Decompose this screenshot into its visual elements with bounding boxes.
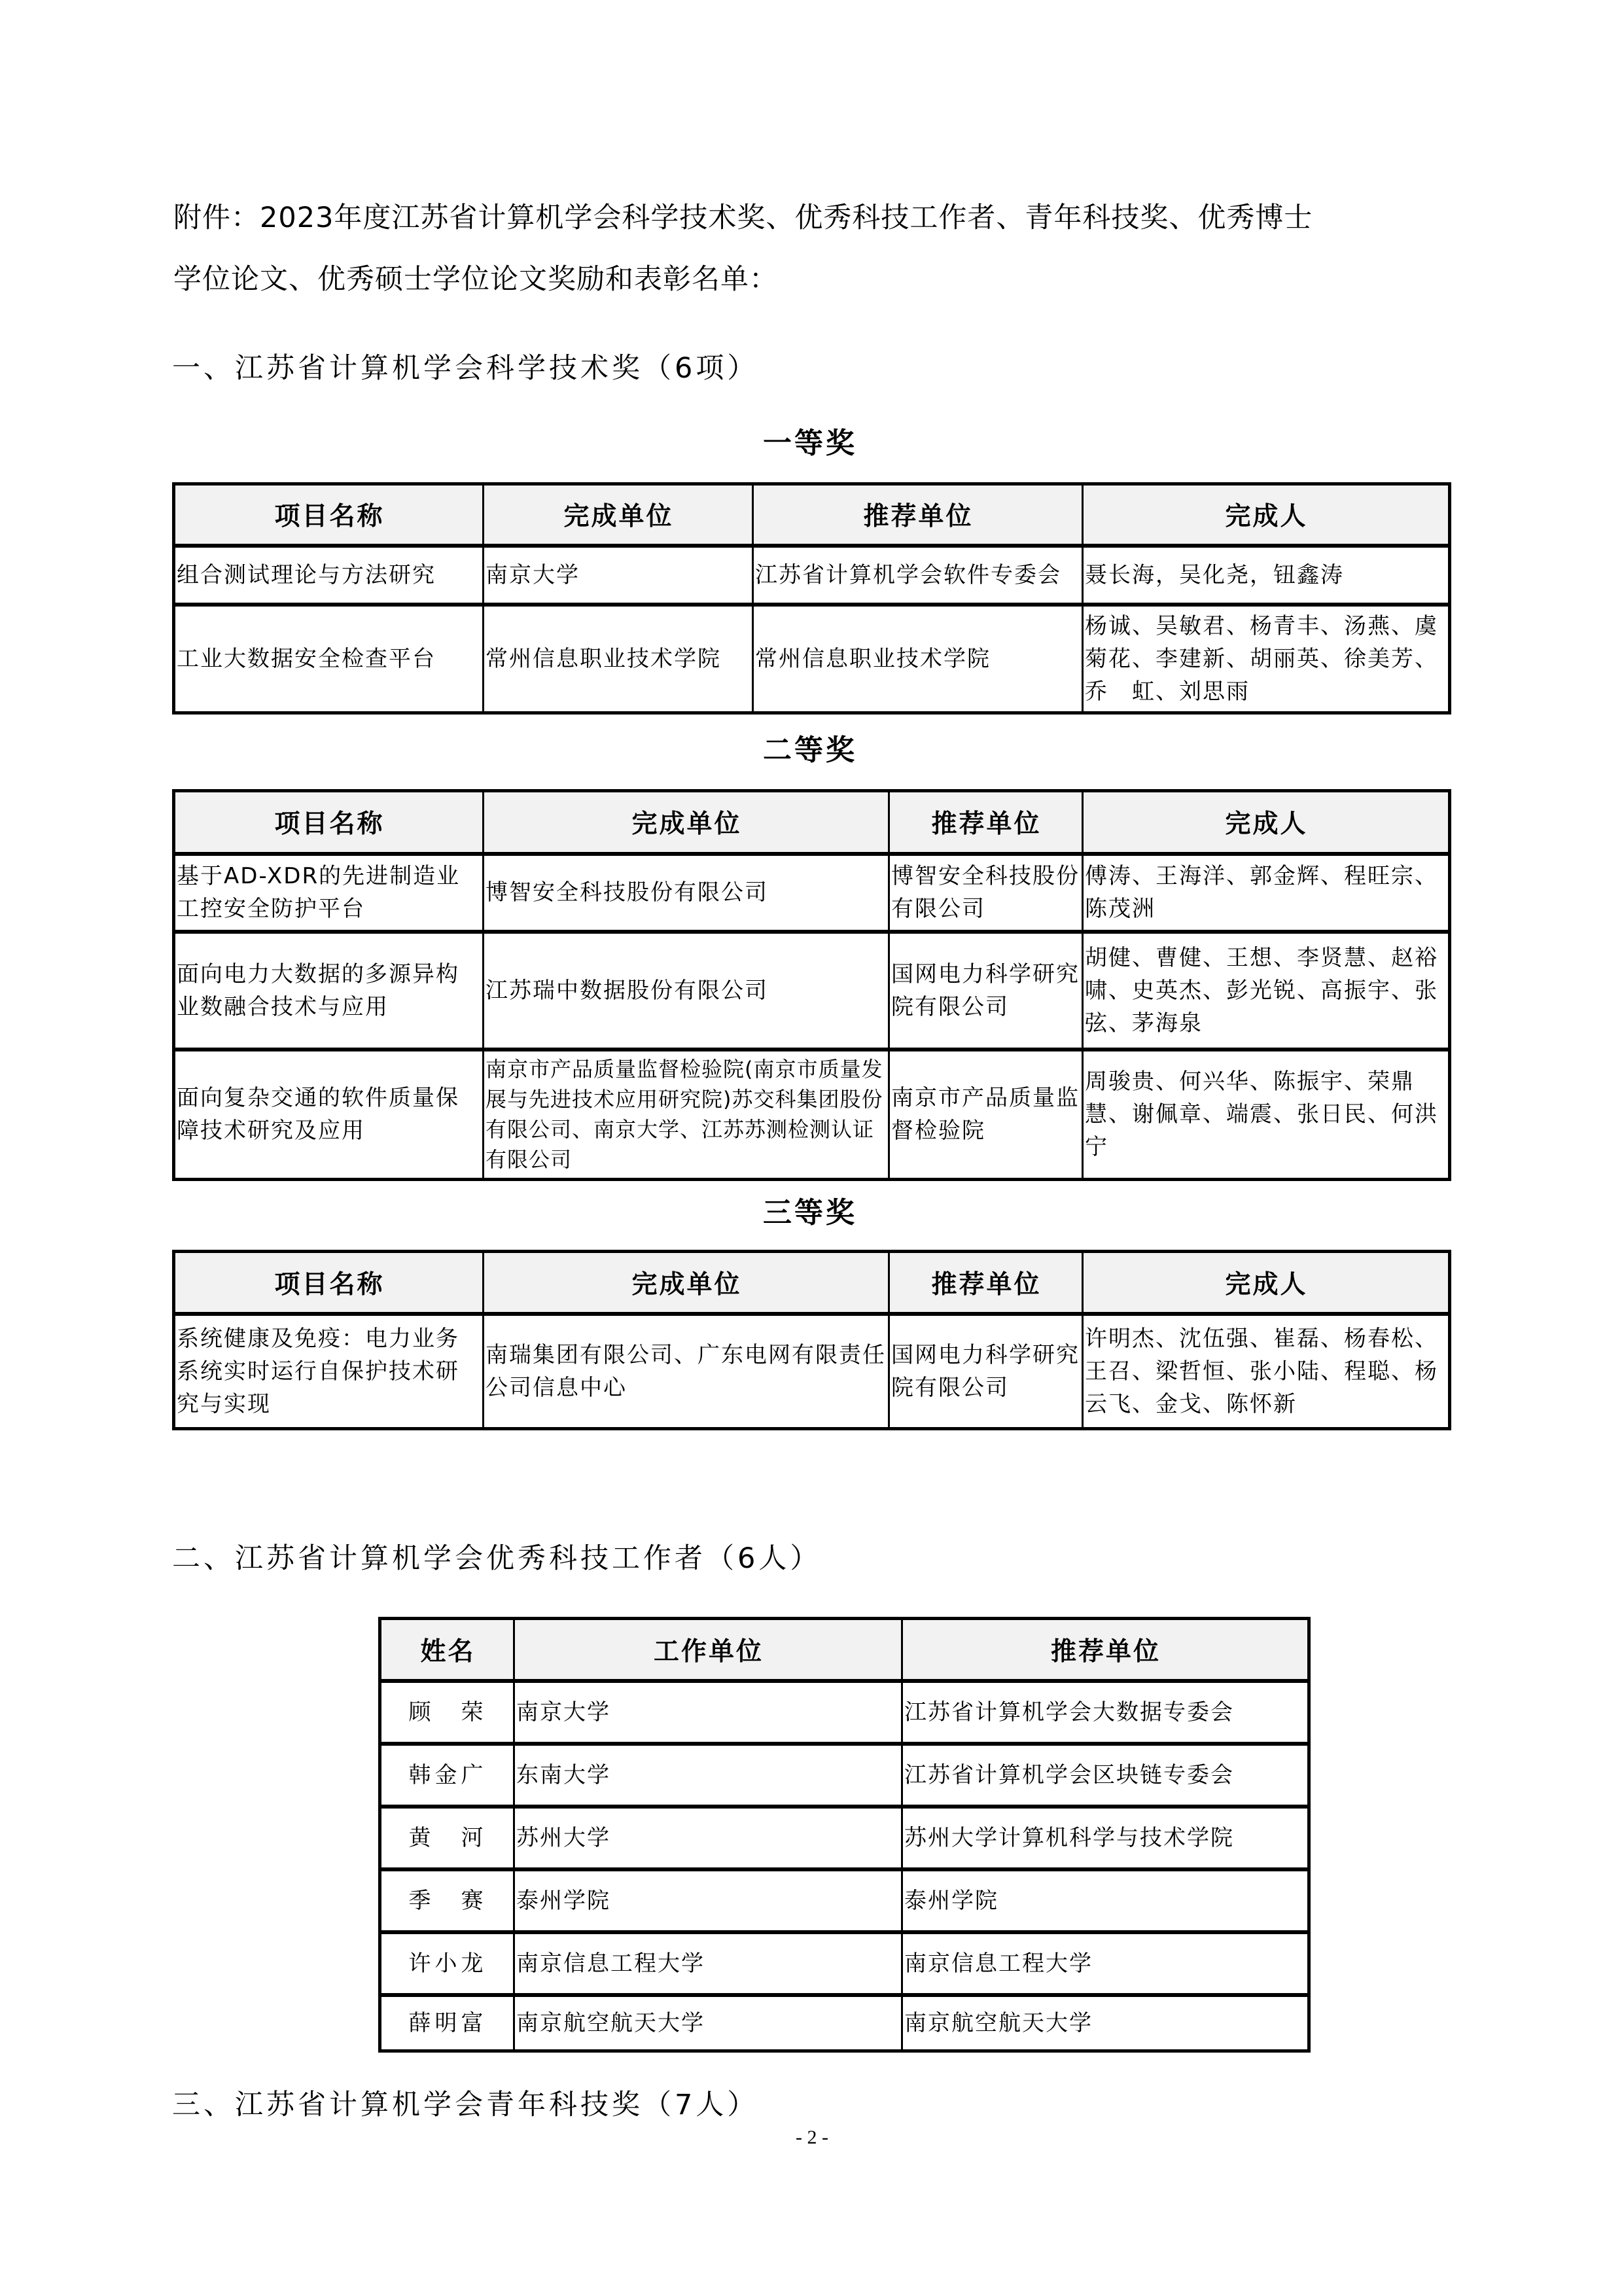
column-header-name: 姓名 xyxy=(380,1619,514,1681)
section-heading-youth-award: 三、江苏省计算机学会青年科技奖（7人） xyxy=(172,2089,759,2121)
cell-work-unit: 苏州大学 xyxy=(514,1807,902,1869)
column-header-unit: 完成单位 xyxy=(484,1252,889,1314)
column-header-recommender: 推荐单位 xyxy=(889,1252,1083,1314)
table-row xyxy=(174,605,1450,713)
table-row xyxy=(380,1995,1309,2051)
cell-project: 工业大数据安全检查平台 xyxy=(174,605,484,713)
table-row xyxy=(174,854,1450,932)
cell-name: 季 赛 xyxy=(380,1869,514,1932)
cell-work-unit: 南京信息工程大学 xyxy=(514,1932,902,1995)
cell-recommender: 江苏省计算机学会区块链专委会 xyxy=(902,1744,1309,1807)
column-header-people: 完成人 xyxy=(1083,1252,1450,1314)
cell-project: 面向复杂交通的软件质量保障技术研究及应用 xyxy=(174,1050,484,1180)
table-row xyxy=(380,1681,1309,1744)
prize-heading-first: 一等奖 xyxy=(763,427,857,460)
cell-project: 系统健康及免疫：电力业务系统实时运行自保护技术研究与实现 xyxy=(174,1314,484,1429)
second-prize-table xyxy=(172,789,1451,1181)
column-header-project: 项目名称 xyxy=(174,484,484,546)
section-heading-science-award: 一、江苏省计算机学会科学技术奖（6项） xyxy=(172,352,759,385)
table-row xyxy=(174,546,1450,605)
column-header-people: 完成人 xyxy=(1083,791,1450,854)
cell-project: 基于AD-XDR的先进制造业工控安全防护平台 xyxy=(174,854,484,932)
document-title-line-2: 学位论文、优秀硕士学位论文奖励和表彰名单： xyxy=(173,263,778,296)
cell-unit: 博智安全科技股份有限公司 xyxy=(484,854,889,932)
column-header-recommender: 推荐单位 xyxy=(753,484,1083,546)
prize-heading-third: 三等奖 xyxy=(763,1196,857,1229)
table-header-row xyxy=(380,1619,1309,1681)
cell-people: 胡健、曹健、王想、李贤慧、赵裕啸、史英杰、彭光锐、高振宇、张弦、茅海泉 xyxy=(1083,932,1450,1050)
cell-people: 傅涛、王海洋、郭金辉、程旺宗、陈茂洲 xyxy=(1083,854,1450,932)
column-header-people: 完成人 xyxy=(1083,484,1450,546)
cell-unit: 常州信息职业技术学院 xyxy=(484,605,753,713)
cell-recommender: 江苏省计算机学会大数据专委会 xyxy=(902,1681,1309,1744)
cell-recommender: 泰州学院 xyxy=(902,1869,1309,1932)
column-header-project: 项目名称 xyxy=(174,791,484,854)
table-row xyxy=(380,1807,1309,1869)
table-row xyxy=(174,1050,1450,1180)
cell-recommender: 南京航空航天大学 xyxy=(902,1995,1309,2051)
table-row xyxy=(174,1314,1450,1429)
column-header-project: 项目名称 xyxy=(174,1252,484,1314)
cell-project: 面向电力大数据的多源异构业数融合技术与应用 xyxy=(174,932,484,1050)
cell-work-unit: 南京大学 xyxy=(514,1681,902,1744)
table-row xyxy=(380,1869,1309,1932)
page-number: - 2 - xyxy=(796,2127,828,2148)
cell-name: 许小龙 xyxy=(380,1932,514,1995)
cell-unit: 南瑞集团有限公司、广东电网有限责任公司信息中心 xyxy=(484,1314,889,1429)
column-header-recommender: 推荐单位 xyxy=(902,1619,1309,1681)
cell-work-unit: 南京航空航天大学 xyxy=(514,1995,902,2051)
column-header-recommender: 推荐单位 xyxy=(889,791,1083,854)
cell-people: 聂长海，吴化尧，钮鑫涛 xyxy=(1083,546,1450,605)
cell-recommender: 南京信息工程大学 xyxy=(902,1932,1309,1995)
table-header-row xyxy=(174,484,1450,546)
cell-recommender: 博智安全科技股份有限公司 xyxy=(889,854,1083,932)
cell-unit: 江苏瑞中数据股份有限公司 xyxy=(484,932,889,1050)
cell-recommender: 国网电力科学研究院有限公司 xyxy=(889,932,1083,1050)
cell-recommender: 常州信息职业技术学院 xyxy=(753,605,1083,713)
cell-recommender: 国网电力科学研究院有限公司 xyxy=(889,1314,1083,1429)
cell-project: 组合测试理论与方法研究 xyxy=(174,546,484,605)
document-title-line-1: 附件：2023年度江苏省计算机学会科学技术奖、优秀科技工作者、青年科技奖、优秀博士 xyxy=(173,202,1313,234)
table-row xyxy=(380,1744,1309,1807)
table-header-row xyxy=(174,1252,1450,1314)
cell-unit: 南京市产品质量监督检验院(南京市质量发展与先进技术应用研究院)苏交科集团股份有限公司、南京大学、江苏苏测检测认证有限公司 xyxy=(484,1050,889,1180)
cell-name: 顾 荣 xyxy=(380,1681,514,1744)
cell-unit: 南京大学 xyxy=(484,546,753,605)
cell-name: 黄 河 xyxy=(380,1807,514,1869)
first-prize-table xyxy=(172,482,1451,715)
table-header-row xyxy=(174,791,1450,854)
table-row xyxy=(380,1932,1309,1995)
cell-people: 杨诚、吴敏君、杨青丰、汤燕、虞菊花、李建新、胡丽英、徐美芳、乔 虹、刘思雨 xyxy=(1083,605,1450,713)
cell-recommender: 江苏省计算机学会软件专委会 xyxy=(753,546,1083,605)
cell-name: 薛明富 xyxy=(380,1995,514,2051)
cell-recommender: 苏州大学计算机科学与技术学院 xyxy=(902,1807,1309,1869)
column-header-work-unit: 工作单位 xyxy=(514,1619,902,1681)
third-prize-table xyxy=(172,1250,1451,1430)
cell-people: 许明杰、沈伍强、崔磊、杨春松、王召、梁哲恒、张小陆、程聪、杨云飞、金戈、陈怀新 xyxy=(1083,1314,1450,1429)
outstanding-workers-table xyxy=(378,1617,1311,2053)
column-header-unit: 完成单位 xyxy=(484,791,889,854)
cell-people: 周骏贵、何兴华、陈振宇、荣鼎慧、谢佩章、端震、张日民、何洪宁 xyxy=(1083,1050,1450,1180)
cell-recommender: 南京市产品质量监督检验院 xyxy=(889,1050,1083,1180)
section-heading-outstanding-workers: 二、江苏省计算机学会优秀科技工作者（6人） xyxy=(172,1542,822,1575)
table-row xyxy=(174,932,1450,1050)
cell-work-unit: 泰州学院 xyxy=(514,1869,902,1932)
cell-work-unit: 东南大学 xyxy=(514,1744,902,1807)
prize-heading-second: 二等奖 xyxy=(763,733,857,767)
cell-name: 韩金广 xyxy=(380,1744,514,1807)
column-header-unit: 完成单位 xyxy=(484,484,753,546)
